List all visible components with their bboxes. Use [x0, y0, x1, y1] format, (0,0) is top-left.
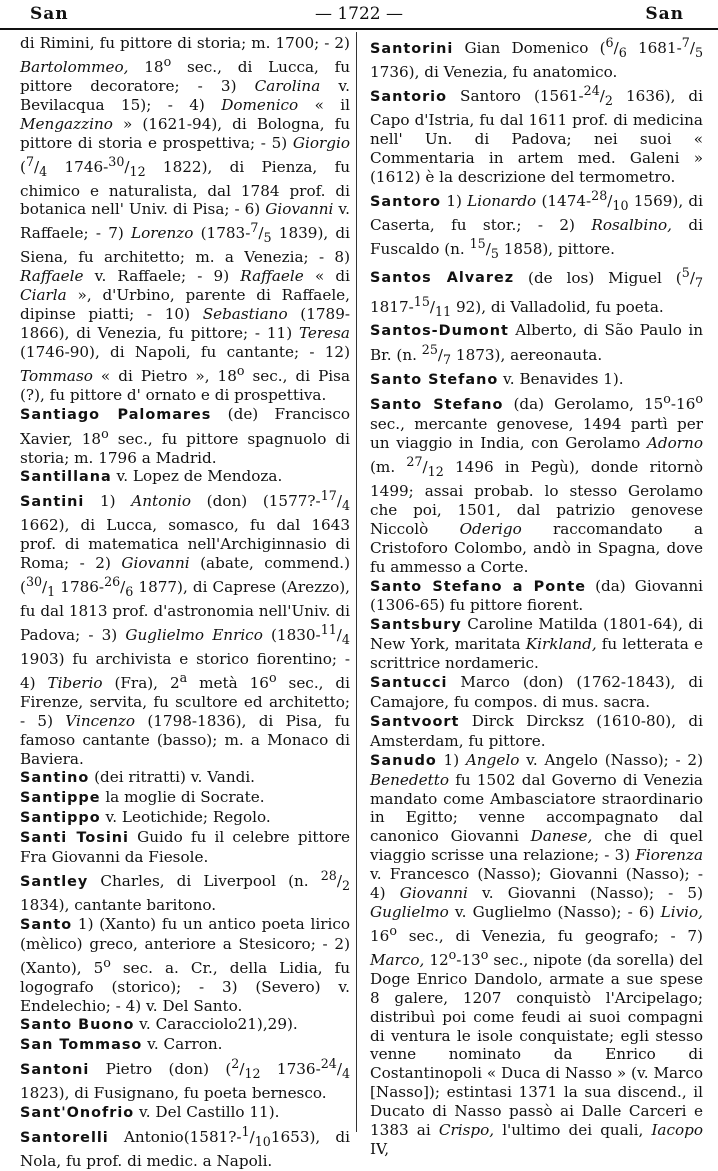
entry-body: di Rimini, fu pittore di storia; m. 1700; - 2) Bartolommeo, 18$^o$ sec., di Lucca, fu pittore decoratore; - 3) Carolina v. Bevilacqua 15); - 4) Domenico « il Mengazzino » (1621-94), di Bologna, fu pittore di storia e prospettiva; - 5) Giorgio ($^7/_4$ $1746-^{30}/_{12}$ 1822), di Pienza, fu chimico e naturalista, dal 1784 prof. di botanica nell' Univ. di Pisa; - 6) Giovanni v. Raffaele; - 7) Lorenzo ($1783-^7/_5$ 1839), di Siena, fu architetto; m. a Venezia; - 8) Raffaele v. Raffaele; - 9) Raffaele « di Ciarla », d'Urbino, parente di Raffaele, dipinse piatti; - 10) Sebastiano (1789-1866), di Venezia, fu pittore; - 11) Teresa (1746-90), di Napoli, fu cantante; - 12) Tommaso « di Pietro », 18$^o$ sec., di Pisa (?), fu pittore d' ornato e di prospettiva. — [20, 34, 351, 404]
left-column — [20, 34, 350, 1171]
entry-headword: Santoni — [20, 1062, 90, 1079]
dictionary-entry — [370, 712, 703, 751]
page-header — [0, 0, 718, 28]
entry-body: v. Lopez de Mendoza. — [111, 467, 283, 486]
dictionary-entry — [370, 615, 703, 673]
dictionary-entry — [20, 1123, 350, 1171]
dictionary-entry — [370, 751, 703, 1159]
page-number: — 1722 — — [314, 4, 404, 24]
entry-body: Marco (don) (1762-1843), di Camajore, fu compos. di mus. sacra. — [370, 673, 703, 711]
entry-body: 1) Angelo v. Angelo (Nasso); - 2) Benedetto fu 1502 dal Governo di Venezia mandato come Ambasciatore straordinario in Egitto; venne accompagnato dal canonico Giovanni Danese, che di quel viaggio scrisse una relazione; - 3) Fiorenza v. Francesco (Nasso); Giovanni (Nasso); - 4) Giovanni v. Giovanni (Nasso); - 5) Guglielmo v. Guglielmo (Nasso); - 6) Livio, 16$^o$ sec., di Venezia, fu geografo; - 7) Marco, 12$^o$-13$^o$ sec., nipote (da sorella) del Doge Enrico Dandolo, armate a sue spese 8 galere, 1207 conquistò l'Arcipelago; distribuì poi come feudi ai suoi compagni di ventura le isole conquistate; egli stesso venne nominato da Enrico di Costantinopoli « Duca di Nasso » (v. Marco [Nasso]); estintasi 1371 la sua discend., il Ducato di Nasso passò ai Dalle Carceri e 1383 ai Crispo, l'ultimo dei quali, Iacopo IV, — [370, 750, 704, 1158]
entry-body: (dei ritratti) v. Vandi. — [89, 768, 256, 787]
entry-body: Alberto, di São Paulo in Br. (n. $^{25}/_7$ 1873), aereonauta. — [370, 321, 703, 368]
entry-headword: Santippe — [20, 790, 101, 807]
dictionary-entry — [20, 867, 350, 915]
entry-body: (de los) Miguel ($^5/_7$ $1817-^{15}/_{11}$ 92), di Valladolid, fu poeta. — [370, 264, 703, 319]
entry-body: Caroline Matilda (1801-64), di New York, maritata Kirkland, fu letterata e scrittrice nordameric. — [370, 615, 703, 673]
running-head-left: San — [30, 4, 69, 24]
entry-headword: Santiago Palomares — [20, 406, 212, 423]
entry-headword: Santorio — [370, 88, 448, 105]
right-column — [370, 34, 703, 1159]
entry-headword: Santippo — [20, 810, 101, 827]
entry-body: Charles, di Liverpool (n. $^{28}/_2$ 1834), cantante baritono. — [20, 867, 350, 914]
entry-headword: Santini — [20, 494, 85, 511]
entry-body: v. Caracciolo21),29). — [134, 1015, 298, 1034]
dictionary-entry — [370, 390, 703, 576]
dictionary-entry — [20, 808, 350, 828]
entry-body: v. Del Castillo 11). — [134, 1103, 280, 1122]
dictionary-entry — [20, 405, 350, 468]
entry-headword: Santillana — [20, 469, 112, 486]
entry-headword: Santino — [20, 770, 90, 787]
entry-headword: Santucci — [370, 675, 448, 692]
entry-headword: Santoro — [370, 193, 442, 210]
entry-body: la moglie di Socrate. — [100, 788, 265, 807]
entry-headword: San Tommaso — [20, 1037, 143, 1054]
entry-headword: Sanudo — [370, 752, 437, 769]
dictionary-entry — [20, 915, 350, 1016]
entry-body: v. Leotichide; Regolo. — [100, 808, 271, 827]
dictionary-entry — [370, 370, 703, 390]
dictionary-entry — [20, 34, 350, 405]
entry-body: Guido fu il celebre pittore Fra Giovanni da Fiesole. — [20, 828, 350, 867]
entry-headword: Santsbury — [370, 617, 462, 634]
header-rule — [0, 28, 718, 30]
entry-body: v. Carron. — [142, 1035, 223, 1054]
dictionary-entry — [20, 1035, 350, 1055]
entry-headword: Sant'Onofrio — [20, 1105, 135, 1122]
dictionary-entry — [20, 788, 350, 808]
dictionary-entry — [370, 82, 703, 187]
entry-headword: Santvoort — [370, 713, 460, 730]
dictionary-entry — [370, 187, 703, 264]
column-divider — [356, 32, 357, 1132]
dictionary-entry — [370, 34, 703, 82]
dictionary-entry — [20, 467, 350, 487]
entry-body: 1) Lionardo ($1474-^{28}/_{10}$ 1569), di Caserta, fu stor.; - 2) Rosalbino, di Fuscaldo (n. $^{15}/_5$ 1858), pittore. — [370, 187, 703, 261]
entry-headword: Santley — [20, 874, 89, 891]
entry-headword: Santorelli — [20, 1130, 109, 1147]
entry-body: Dirck Dircksz (1610-80), di Amsterdam, fu pittore. — [370, 711, 703, 750]
entry-body: (da) Giovanni (1306-65) fu pittore fiorent. — [370, 576, 703, 615]
entry-headword: Santos-Dumont — [370, 323, 509, 340]
dictionary-entry — [20, 1015, 350, 1035]
entry-body: Pietro (don) ($^2/_{12}$ $1736-^{24}/_4$ 1823), di Fusignano, fu poeta bernesco. — [20, 1056, 350, 1103]
entry-body: (de) Francisco Xavier, 18$^o$ sec., fu pittore spagnuolo di storia; m. 1796 a Madrid. — [20, 404, 350, 467]
dictionary-entry — [370, 673, 703, 712]
entry-headword: Santo — [20, 916, 73, 933]
entry-headword: Santo Stefano — [370, 397, 504, 414]
entry-body: (da) Gerolamo, 15$^o$-16$^o$ sec., mercante genovese, 1494 partì per un viaggio in India, con Gerolamo Adorno (m. $^{27}/_{12}$ 1496 in Pegù), donde ritornò 1499; assai probab. lo stesso Gerolamo che poi, 1501, dal patrizio genovese Niccolò Oderigo raccomandato a Cristoforo Colombo, andò in Spagna, dove fu ammesso a Corte. — [370, 391, 704, 576]
entry-body: v. Benavides 1). — [498, 370, 624, 389]
dictionary-entry — [370, 577, 703, 616]
entry-body: 1) (Xanto) fu un antico poeta lirico (mèlico) greco, anteriore a Stesicoro; - 2) (Xanto), 5$^o$ sec. a. Cr., della Lidia, fu logografo (storico); - 3) (Severo) v. Endelechio; - 4) v. Del Santo. — [20, 914, 350, 1015]
entry-headword: Santo Stefano a Ponte — [370, 578, 587, 595]
entry-headword: Santo Stefano — [370, 372, 499, 389]
entry-headword: Santorini — [370, 41, 454, 58]
entry-body: 1) Antonio (don) ($1577?-^{17}/_4$ 1662), di Lucca, somasco, fu dal 1643 prof. di matematica nell'Archiginnasio di Roma; - 2) Giovanni (abate, commend.) ($^{30}/_1$ $1786-^{26}/_6$ 1877), di Caprese (Arezzo), fu dal 1813 prof. d'astronomia nell'Univ. di Padova; - 3) Guglielmo Enrico ($1830-^{11}/_4$ 1903) fu archivista e storico fiorentino; - 4) Tiberio (Fra), 2$^a$ metà 16$^o$ sec., di Firenze, servita, fu scultore ed architetto; - 5) Vincenzo (1798-1836), di Pisa, fu famoso cantante (basso); m. a Monaco di Baviera. — [20, 488, 351, 768]
entry-headword: Santos Alvarez — [370, 270, 515, 287]
dictionary-entry — [20, 768, 350, 788]
entry-headword: Santi Tosini — [20, 830, 129, 847]
dictionary-entry — [370, 263, 703, 321]
entry-headword: Santo Buono — [20, 1017, 135, 1034]
entry-body: $Antonio(1581?-^1/_{10}1653)$, di Nola, fu prof. di medic. a Napoli. — [20, 1124, 350, 1171]
dictionary-entry — [20, 1103, 350, 1123]
dictionary-entry — [20, 828, 350, 867]
dictionary-entry — [370, 321, 703, 370]
entry-body: Gian Domenico ($^6/_6$ $1681-^7/_5$ 1736), di Venezia, fu anatomico. — [370, 35, 703, 81]
running-head-right: San — [645, 4, 684, 24]
dictionary-entry — [20, 487, 350, 768]
entry-body: Santoro ($1561-^{24}/_2$ 1636), di Capo d'Istria, fu dal 1611 prof. di medicina nell' Un. di Padova; nei suoi « Commentaria in artem med. Galeni » (1612) è la descrizione del termometro. — [370, 82, 703, 186]
dictionary-entry — [20, 1055, 350, 1103]
